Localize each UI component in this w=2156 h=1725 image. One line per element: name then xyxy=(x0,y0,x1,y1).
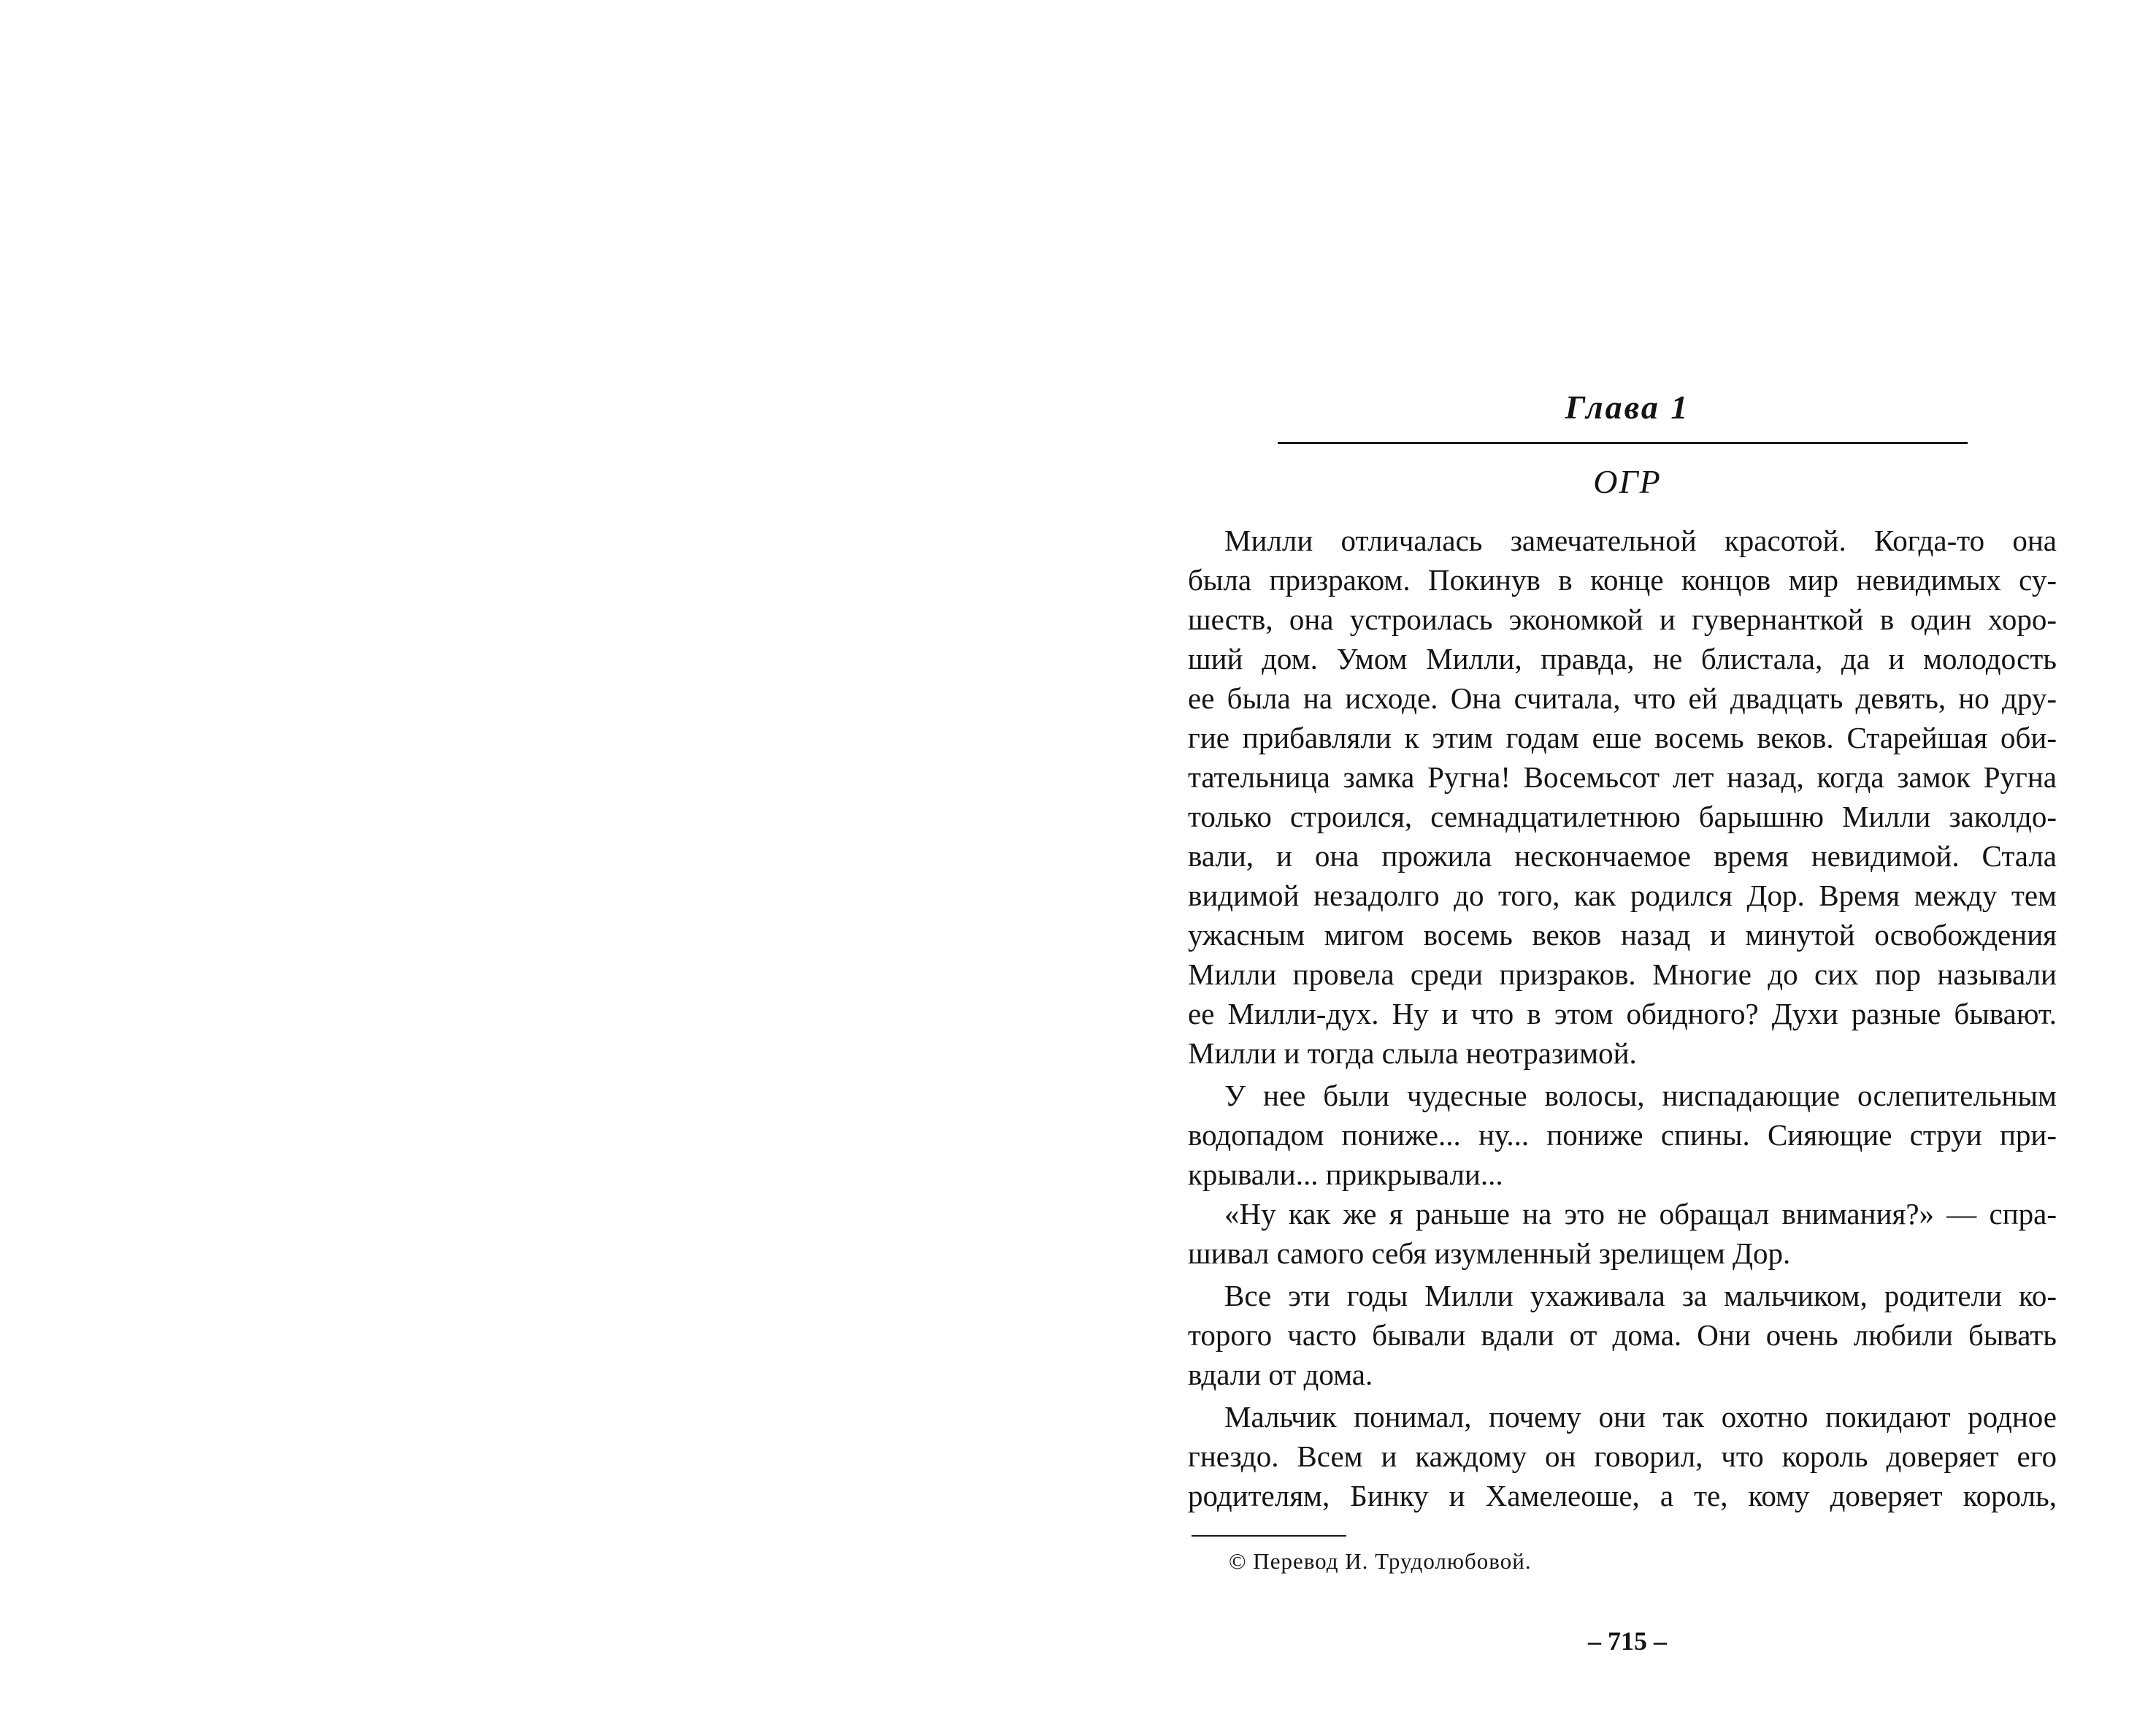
text-line: Милли отличалась замечательной красотой. Когда-то она xyxy=(1224,524,2057,557)
text-line: шеств, она устроилась экономкой и гувернанткой в один хоро- xyxy=(1188,603,2057,636)
text-line: ее была на исходе. Она считала, что ей двадцать девять, но дру- xyxy=(1188,681,2057,715)
text-line: вали, и она прожила нескончаемое время невидимой. Стала xyxy=(1188,839,2057,873)
text-line: шивал самого себя изумленный зрелищем Дор. xyxy=(1188,1236,1791,1270)
text-line: видимой незадолго до того, как родился Дор. Время между тем xyxy=(1188,879,2057,912)
text-line: ший дом. Умом Милли, правда, не блистала, да и молодость xyxy=(1188,642,2057,676)
text-line: крывали... прикрывали... xyxy=(1188,1158,1503,1191)
text-line: Все эти годы Милли ухаживала за мальчиком, родители ко- xyxy=(1224,1279,2057,1312)
chapter-divider xyxy=(1278,442,1968,444)
text-line: вдали от дома. xyxy=(1188,1358,1373,1391)
text-line: Мальчик понимал, почему они так охотно покидают родное xyxy=(1224,1400,2057,1434)
text-line: гие прибавляли к этим годам еше восемь веков. Старейшая оби- xyxy=(1188,721,2057,754)
text-line: только строился, семнадцатилетнюю барышню Милли заколдо- xyxy=(1188,800,2057,833)
text-line: была призраком. Покинув в конце концов мир невидимых су- xyxy=(1188,563,2057,597)
text-line: родителям, Бинку и Хамелеоше, а те, кому доверяет король, xyxy=(1188,1479,2057,1512)
text-line: Милли и тогда слыла неотразимой. xyxy=(1188,1036,1637,1070)
page-number: – 715 – xyxy=(1588,1626,1667,1656)
text-line: водопадом пониже... ну... пониже спины. Сияющие струи при- xyxy=(1188,1118,2057,1152)
text-line: ужасным мигом восемь веков назад и минутой освобождения xyxy=(1188,918,2057,952)
body-text xyxy=(1188,521,2057,1515)
chapter-heading: Глава 1 xyxy=(1565,389,1690,426)
chapter-title: ОГР xyxy=(1593,463,1662,500)
text-line: тательница замка Ругна! Восемьсот лет назад, когда замок Ругна xyxy=(1188,760,2057,794)
text-line: «Ну как же я раньше на это не обращал внимания?» — спра- xyxy=(1224,1197,2057,1231)
text-line: гнездо. Всем и каждому он говорил, что король доверяет его xyxy=(1188,1439,2057,1473)
footnote-divider xyxy=(1192,1535,1346,1537)
text-line: Милли провела среди призраков. Многие до сих пор называли xyxy=(1188,957,2057,991)
text-line: У нее были чудесные волосы, ниспадающие ослепительным xyxy=(1224,1079,2057,1112)
footnote: © Перевод И. Трудолюбовой. xyxy=(1229,1548,1532,1574)
text-line: торого часто бывали вдали от дома. Они очень любили бывать xyxy=(1188,1318,2057,1352)
text-line: ее Милли-дух. Ну и что в этом обидного? Духи разные бывают. xyxy=(1188,997,2057,1030)
